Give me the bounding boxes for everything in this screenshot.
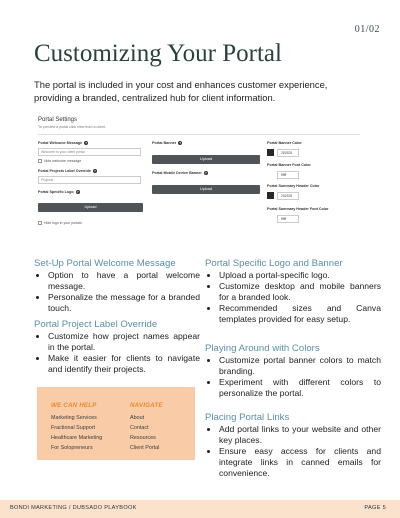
list-item: • Customize portal banner colors to match branding. — [219, 355, 381, 377]
list-item: • Personalize the message for a branded touch. — [48, 292, 200, 314]
divider — [38, 134, 360, 135]
navigate-heading: NAVIGATE — [130, 402, 163, 409]
colors-bullet-list — [205, 355, 381, 399]
list-item: • Customize how project names appear in the portal. — [48, 331, 200, 353]
specific-logo-text: Portal Specific Logo — [38, 190, 74, 194]
help-icon[interactable]: ? — [204, 171, 207, 176]
checkbox-icon[interactable] — [38, 159, 42, 163]
banner-color-swatch[interactable] — [267, 149, 274, 156]
list-item: • Customize desktop and mobile banners for a branded look. — [219, 281, 381, 303]
banner-font-color-input[interactable]: ffffff — [277, 171, 299, 179]
list-item: • Experiment with different colors to personalize the portal. — [219, 377, 381, 399]
summary-header-color-input[interactable]: 282828 — [277, 192, 299, 200]
projects-label-override-label — [38, 169, 97, 173]
help-link-solopreneurs[interactable]: For Solopreneurs — [51, 445, 93, 451]
section-heading-label-override: Portal Project Label Override — [34, 319, 158, 330]
page-indicator: 01/02 — [354, 24, 380, 35]
section-heading-colors: Playing Around with Colors — [205, 343, 320, 354]
specific-logo-label — [38, 190, 80, 194]
label-bullet-list — [34, 331, 200, 375]
banner-color-input[interactable]: 282828 — [277, 149, 299, 157]
list-item: • Make it easier for clients to navigate and identify their projects. — [48, 353, 200, 375]
nav-link-contact[interactable]: Contact — [130, 425, 149, 431]
projects-label-text: Portal Projects Label Override — [38, 169, 91, 173]
help-link-fractional[interactable]: Fractional Support — [51, 425, 96, 431]
footer-title: BONDI MARKETING / DUBSADO PLAYBOOK — [10, 505, 137, 511]
nav-link-client-portal[interactable]: Client Portal — [130, 445, 160, 451]
summary-header-swatch[interactable] — [267, 192, 274, 199]
summary-font-color-input[interactable]: ffffff — [277, 215, 299, 223]
nav-link-resources[interactable]: Resources — [130, 435, 156, 441]
help-navigate-box — [37, 387, 195, 460]
help-icon[interactable]: ? — [85, 141, 88, 146]
page-title: Customizing Your Portal — [34, 40, 282, 67]
portal-banner-label — [152, 141, 182, 145]
help-icon[interactable]: ? — [76, 190, 79, 195]
portal-banner-text: Portal Banner — [152, 141, 177, 145]
hide-welcome-label: Hide welcome message — [44, 159, 82, 163]
welcome-message-label-text: Portal Welcome Message — [38, 141, 83, 145]
help-icon[interactable]: ? — [179, 141, 182, 146]
list-item: • Ensure easy access for clients and integrate links in canned emails for convenience. — [219, 446, 381, 479]
links-bullet-list — [205, 424, 381, 479]
hide-logo-label: Hide logo in your portals — [44, 221, 82, 225]
section-heading-logo-banner: Portal Specific Logo and Banner — [205, 258, 343, 269]
summary-font-color-label: Portal Summary Header Font Color — [267, 207, 329, 211]
mobile-banner-text: Portal Mobile Device Banner — [152, 171, 202, 175]
settings-subtitle: To preview a portal click view from a client. — [38, 125, 106, 129]
mobile-banner-upload-button[interactable]: Upload — [152, 185, 260, 194]
settings-title: Portal Settings — [38, 117, 78, 123]
welcome-message-input[interactable]: Welcome to your client portal — [38, 148, 141, 156]
footer-page-number: PAGE 5 — [364, 505, 386, 511]
help-link-marketing[interactable]: Marketing Services — [51, 415, 97, 421]
intro-paragraph: The portal is included in your cost and enhances customer experience, providing a branded, centralized hub for client information. — [34, 79, 328, 103]
logo-bullet-list — [205, 270, 381, 325]
hide-welcome-checkbox[interactable] — [38, 159, 81, 163]
help-icon[interactable]: ? — [93, 169, 96, 174]
summary-header-color-label: Portal Summary Header Color — [267, 184, 320, 188]
mobile-banner-label — [152, 171, 208, 175]
nav-link-about[interactable]: About — [130, 415, 145, 421]
list-item: • Add portal links to your website and other key places. — [219, 424, 381, 446]
banner-upload-button[interactable]: Upload — [152, 155, 260, 164]
page-footer — [0, 500, 400, 518]
we-can-help-heading: WE CAN HELP — [51, 402, 97, 409]
list-item: • Recommended sizes and Canva templates provided for easy setup. — [219, 303, 381, 325]
welcome-bullet-list — [34, 270, 200, 314]
list-item: • Upload a portal-specific logo. — [219, 270, 381, 281]
section-heading-welcome: Set-Up Portal Welcome Message — [34, 258, 176, 269]
banner-font-color-label: Portal Banner Font Color — [267, 163, 311, 167]
hide-logo-checkbox[interactable] — [38, 221, 82, 225]
section-heading-links: Placing Portal Links — [205, 412, 290, 423]
help-link-healthcare[interactable]: Healthcare Marketing — [51, 435, 103, 441]
logo-upload-button[interactable]: Upload — [38, 203, 143, 212]
projects-label-input[interactable]: Projects — [38, 176, 141, 184]
list-item: • Option to have a portal welcome message. — [48, 270, 200, 292]
portal-settings-screenshot — [34, 113, 364, 239]
welcome-message-label — [38, 141, 88, 145]
checkbox-icon[interactable] — [38, 221, 42, 225]
banner-color-label: Portal Banner Color — [267, 141, 302, 145]
